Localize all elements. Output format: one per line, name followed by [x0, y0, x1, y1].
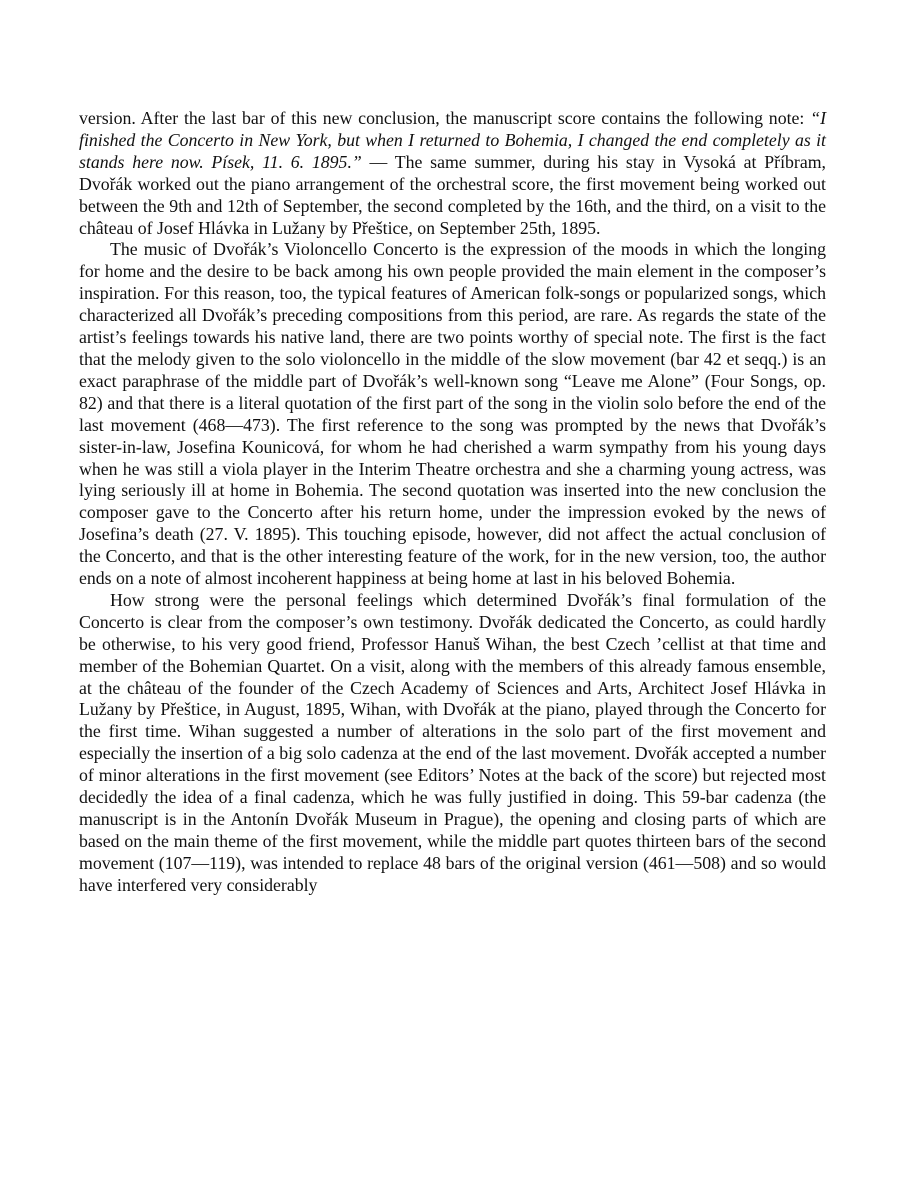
paragraph-1-text-a: version. After the last bar of this new conclusion, the manuscript score contains the following note: — [79, 108, 811, 128]
paragraph-3-text: How strong were the personal feelings which determined Dvořák’s final formulation of the Concerto is clear from the composer’s own testimony. Dvořák dedicated the Concerto, as could hardly be otherwise, to his very good friend, Professor Hanuš Wihan, the best Czech ’cellist at that time and member of the Bohemian Quartet. On a visit, along with the members of this already famous ensemble, at the château of the founder of the Czech Academy of Sciences and Arts, Architect Josef Hlávka in Lužany by Přeštice, in August, 1895, Wihan, with Dvořák at the piano, played through the Concerto for the first time. Wihan suggested a number of alterations in the solo part of the first movement and especially the insertion of a big solo cadenza at the end of the last movement. Dvořák accepted a number of minor alterations in the first movement (see Editors’ Notes at the back of the score) but rejected most decidedly the idea of a final cadenza, which he was fully justified in doing. This 59-bar cadenza (the manuscript is in the Antonín Dvořák Museum in Prague), the opening and closing parts of which are based on the main theme of the first movement, while the middle part quotes thirteen bars of the second movement (107—119), was intended to replace 48 bars of the original version (461—508) and so would have interfered very considerably — [79, 589, 826, 895]
paragraph-3 — [79, 590, 826, 897]
paragraph-1-text-b: — The same summer, during his stay in Vysoká at Příbram, Dvořák worked out the piano arrangement of the orchestral score, the first movement being worked out between the 9th and 12th of September, the second completed by the 16th, and the third, on a visit to the château of Josef Hlávka in Lužany by Přeštice, on September 25th, 1895. — [79, 151, 826, 238]
manuscript-note: “I finished the Concerto in New York, but when I returned to Bohemia, I changed the end completely as it stands here now. Písek, 11. 6. 1895.” — [79, 108, 826, 172]
paragraph-1 — [79, 108, 826, 239]
paragraph-2 — [79, 239, 826, 590]
paragraph-2-text: The music of Dvořák’s Violoncello Concerto is the expression of the moods in which the longing for home and the desire to be back among his own people provided the main element in the composer’s inspiration. For this reason, too, the typical features of American folk-songs or popularized songs, which characterized all Dvořák’s preceding compositions from this period, are rare. As regards the state of the artist’s feelings towards his native land, there are two points worthy of special note. The first is the fact that the melody given to the solo violoncello in the middle of the slow movement (bar 42 et seqq.) is an exact paraphrase of the middle part of Dvořák’s well-known song “Leave me Alone” (Four Songs, op. 82) and that there is a literal quotation of the first part of the song in the violin solo before the end of the last movement (468—473). The first reference to the song was prompted by the news that Dvořák’s sister-in-law, Josefina Kounicová, for whom he had cherished a warm sympathy from his young days when he was still a viola player in the Interim Theatre orchestra and she a charming young actress, was lying seriously ill at home in Bohemia. The second quotation was inserted into the new conclusion the composer gave to the Concerto after his return home, under the impression evoked by the news of Josefina’s death (27. V. 1895). This touching episode, however, did not affect the actual conclusion of the Concerto, and that is the other interesting feature of the work, for in the new version, too, the author ends on a note of almost incoherent happiness at being home at last in his beloved Bohemia. — [79, 239, 826, 589]
page-text — [79, 108, 826, 897]
